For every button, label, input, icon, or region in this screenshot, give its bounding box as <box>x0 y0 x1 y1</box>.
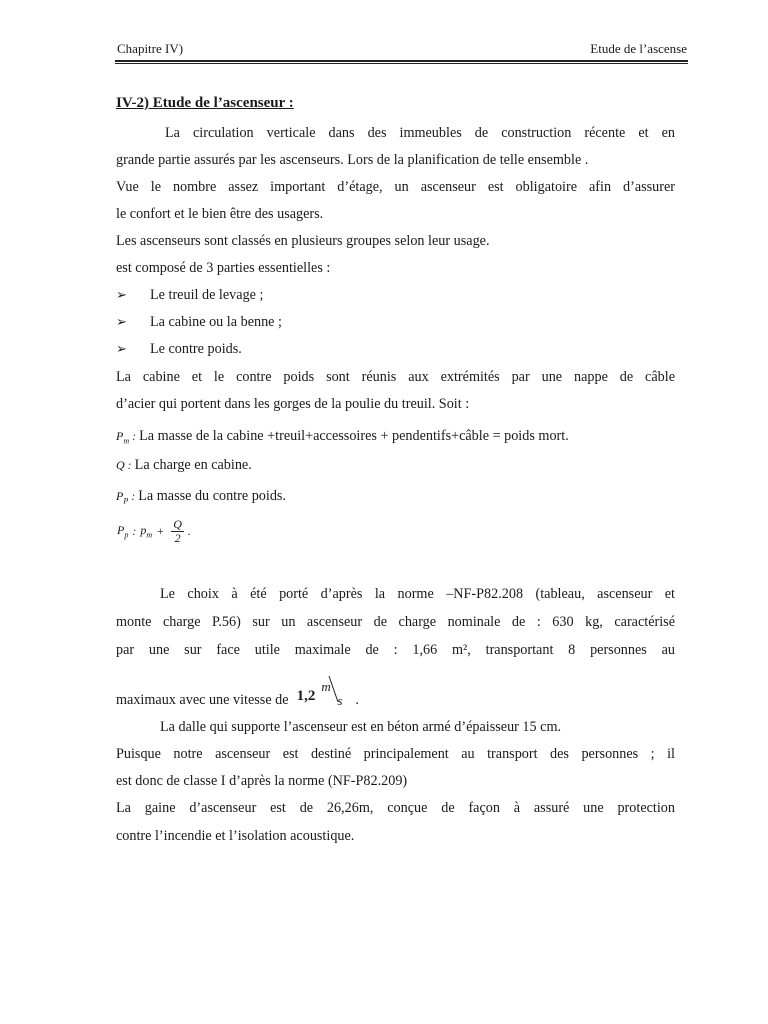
choice-line: Le choix à été porté d’après la norme –NF-P82.208 (tableau, ascenseur et <box>160 586 675 602</box>
closing-line: La gaine d’ascenseur est de 26,26m, conçue de façon à assuré une protection <box>116 800 675 816</box>
choice-line: par une sur face utile maximale de : 1,66 m², transportant 8 personnes au <box>116 642 675 658</box>
cable-line: La cabine et le contre poids sont réunis aux extrémités par une nappe de câble <box>116 369 675 385</box>
arrowhead-bullet-icon: ➢ <box>116 315 127 330</box>
header-rule-thin <box>115 63 688 64</box>
definition-q <box>116 456 252 474</box>
speed-value: 1,2 <box>296 688 316 704</box>
closing-line: est donc de classe I d’après la norme (NF-P82.209) <box>116 773 408 789</box>
list-item <box>116 340 242 359</box>
arrowhead-bullet-icon: ➢ <box>116 288 127 303</box>
definition-text: La masse de la cabine +treuil+accessoires + pendentifs+câble = poids mort. <box>139 428 569 444</box>
list-item-text: La cabine ou la benne ; <box>150 314 282 330</box>
list-item <box>116 286 263 305</box>
symbol: $P_P$ : <box>116 489 136 506</box>
definition-pp <box>116 487 286 510</box>
arrowhead-bullet-icon: ➢ <box>116 342 127 357</box>
closing-line: contre l’incendie et l’isolation acoustique. <box>116 828 355 844</box>
intro-line: grande partie assurés par les ascenseurs. Lors de la planification de telle ensemble . <box>116 152 589 168</box>
speed-unit: m s <box>315 684 355 710</box>
choice-line: monte charge P.56) sur un ascenseur de charge nominale de : 630 kg, caractérisé <box>116 614 675 630</box>
header-chapter: Chapitre IV) <box>117 41 184 56</box>
intro-line: La circulation verticale dans des immeubles de construction récente et en <box>165 125 675 141</box>
definition-pm <box>116 427 569 450</box>
list-item-text: Le contre poids. <box>150 341 242 357</box>
definition-text: La charge en cabine. <box>134 457 252 473</box>
list-item-text: Le treuil de levage ; <box>150 287 264 303</box>
page-header <box>117 41 687 57</box>
header-rule <box>115 60 688 62</box>
formula-fraction: $\frac{Q}{2}$ <box>173 517 182 545</box>
symbol: Q : <box>116 458 132 472</box>
counterweight-formula <box>117 518 191 545</box>
intro-line: est composé de 3 parties essentielles : <box>116 260 331 276</box>
closing-line: Puisque notre ascenseur est destiné principalement au transport des personnes ; il <box>116 746 675 762</box>
formula-term: $p_m$ <box>140 523 153 540</box>
intro-line: Les ascenseurs sont classés en plusieurs groupes selon leur usage. <box>116 233 490 249</box>
formula-colon: : <box>132 524 137 538</box>
speed-line: maximaux avec une vitesse de 1,2 m s . <box>116 684 359 710</box>
symbol: $P_m$ : <box>116 429 137 446</box>
intro-line: le confort et le bien être des usagers. <box>116 206 324 222</box>
speed-text: maximaux avec une vitesse de <box>116 692 289 708</box>
intro-line: Vue le nombre assez important d’étage, un ascenseur est obligatoire afin d’assurer <box>116 179 675 195</box>
formula-lhs: $P_p$ <box>117 523 129 540</box>
formula-plus: + <box>156 524 165 538</box>
list-item <box>116 313 282 332</box>
section-title: IV-2) Etude de l’ascenseur : <box>116 95 294 111</box>
formula-end: . <box>187 524 191 538</box>
header-section: Etude de l’ascense <box>590 41 687 56</box>
closing-line: La dalle qui supporte l’ascenseur est en béton armé d’épaisseur 15 cm. <box>160 719 562 735</box>
cable-line: d’acier qui portent dans les gorges de la poulie du treuil. Soit : <box>116 396 470 412</box>
definition-text: La masse du contre poids. <box>138 488 286 504</box>
